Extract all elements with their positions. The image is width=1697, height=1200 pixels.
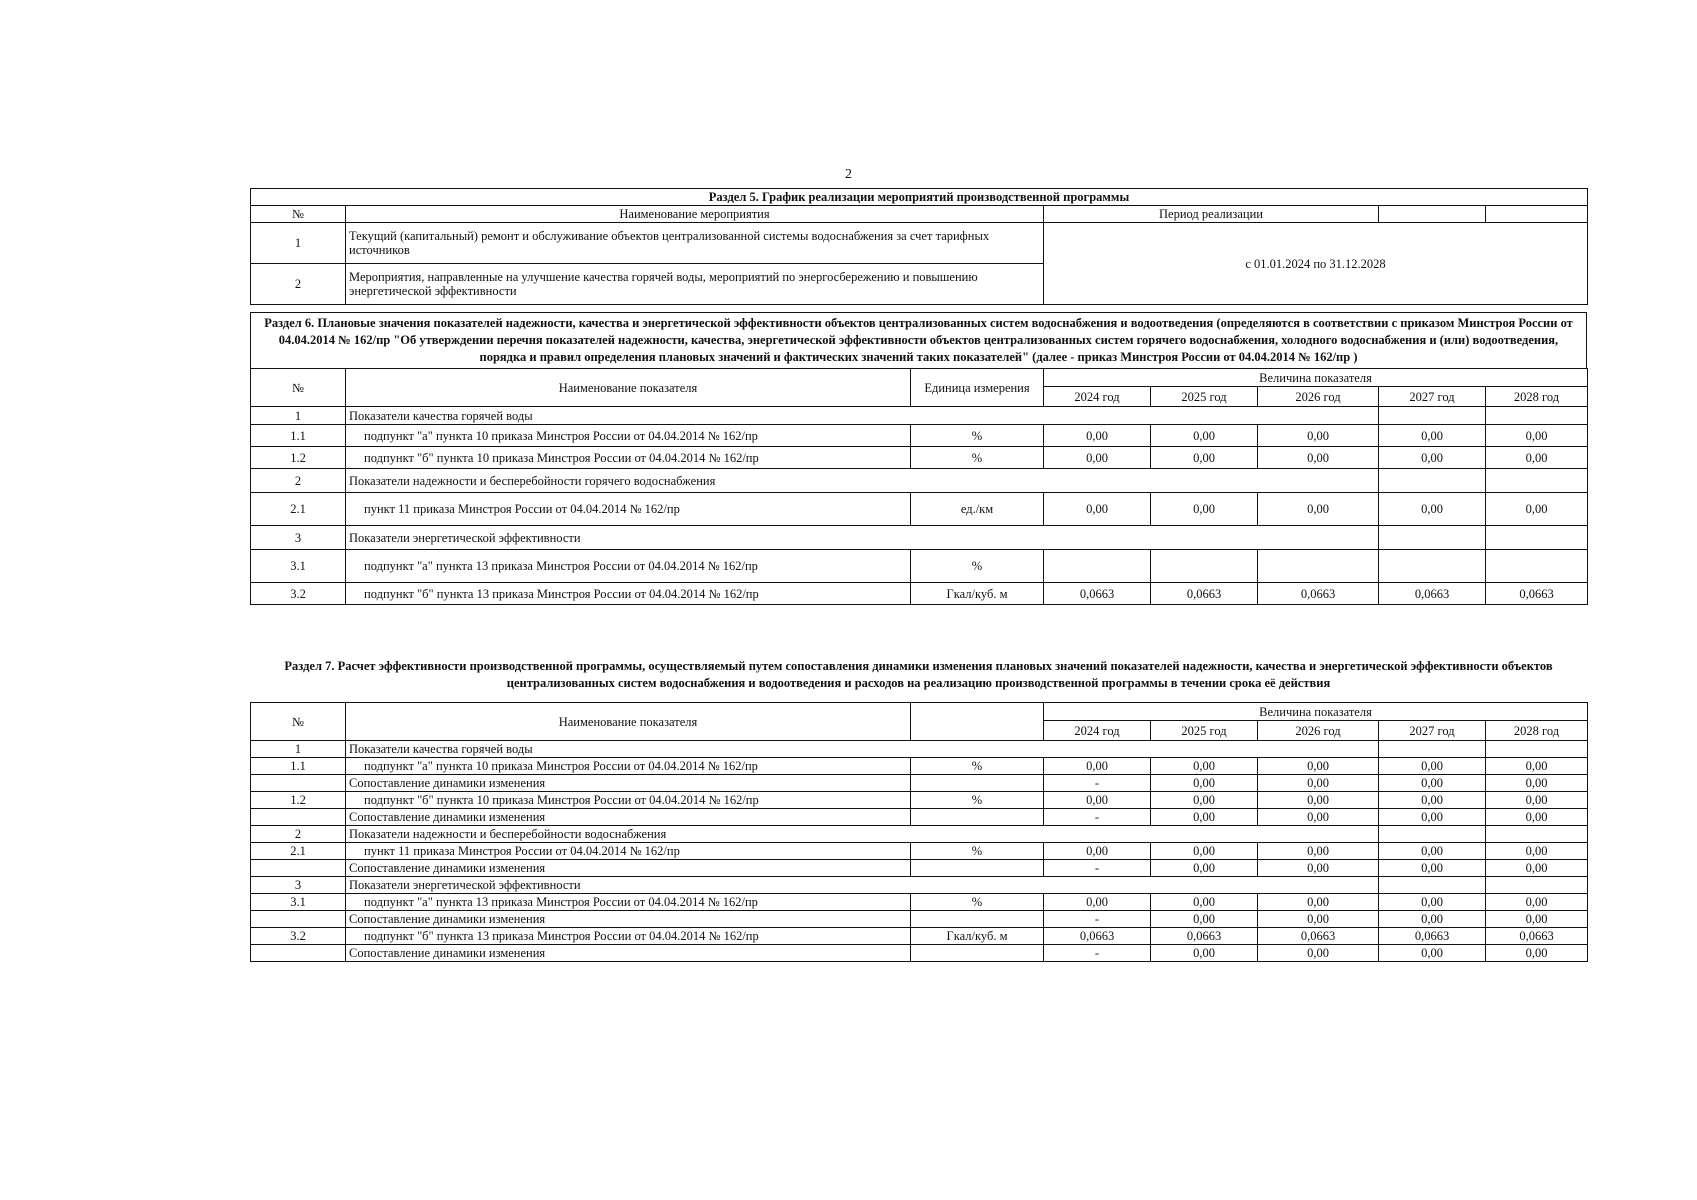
value-cell: 0,00 bbox=[1379, 792, 1486, 809]
row-number: 2.1 bbox=[251, 843, 346, 860]
indicator-name: подпункт "б" пункта 13 приказа Минстроя России от 04.04.2014 № 162/пр bbox=[346, 928, 911, 945]
value-cell: 0,00 bbox=[1151, 809, 1258, 826]
table-row bbox=[251, 758, 1588, 775]
value-cell bbox=[1258, 550, 1379, 583]
section7-year: 2025 год bbox=[1151, 721, 1258, 741]
group-row bbox=[251, 407, 1588, 425]
value-cell: 0,00 bbox=[1044, 843, 1151, 860]
value-cell: 0,00 bbox=[1258, 945, 1379, 962]
value-cell: 0,00 bbox=[1486, 945, 1588, 962]
unit-cell: % bbox=[911, 894, 1044, 911]
section6-col-unit: Единица измерения bbox=[911, 369, 1044, 407]
empty-cell bbox=[1379, 407, 1486, 425]
indicator-name: Сопоставление динамики изменения bbox=[346, 911, 911, 928]
value-cell: 0,00 bbox=[1044, 447, 1151, 469]
empty-cell bbox=[1486, 469, 1588, 493]
row-number: 1 bbox=[251, 407, 346, 425]
group-row bbox=[251, 877, 1588, 894]
unit-cell: % bbox=[911, 758, 1044, 775]
section5-col-name: Наименование мероприятия bbox=[346, 206, 1044, 223]
section6-year: 2024 год bbox=[1044, 387, 1151, 407]
indicator-name: подпункт "а" пункта 10 приказа Минстроя России от 04.04.2014 № 162/пр bbox=[346, 758, 911, 775]
indicator-name: подпункт "б" пункта 10 приказа Минстроя России от 04.04.2014 № 162/пр bbox=[346, 447, 911, 469]
value-cell bbox=[1486, 550, 1588, 583]
value-cell: 0,00 bbox=[1258, 911, 1379, 928]
group-title: Показатели надежности и бесперебойности горячего водоснабжения bbox=[346, 469, 1379, 493]
row-number: 1.1 bbox=[251, 758, 346, 775]
unit-cell: % bbox=[911, 792, 1044, 809]
section5-period-value: с 01.01.2024 по 31.12.2028 bbox=[1044, 223, 1588, 305]
indicator-name: Сопоставление динамики изменения bbox=[346, 860, 911, 877]
value-cell: 0,00 bbox=[1044, 425, 1151, 447]
value-cell: 0,00 bbox=[1258, 792, 1379, 809]
unit-cell: % bbox=[911, 550, 1044, 583]
value-cell: 0,0663 bbox=[1486, 583, 1588, 605]
value-cell: 0,00 bbox=[1258, 775, 1379, 792]
section6-col-name: Наименование показателя bbox=[346, 369, 911, 407]
row-number bbox=[251, 911, 346, 928]
empty-cell bbox=[1486, 877, 1588, 894]
table-row bbox=[251, 550, 1588, 583]
value-cell: - bbox=[1044, 860, 1151, 877]
section7-block bbox=[250, 656, 1587, 962]
section7-col-value: Величина показателя bbox=[1044, 703, 1588, 721]
value-cell: 0,0663 bbox=[1258, 583, 1379, 605]
section6-block bbox=[250, 312, 1587, 605]
value-cell: 0,00 bbox=[1044, 894, 1151, 911]
indicator-name: Сопоставление динамики изменения bbox=[346, 945, 911, 962]
group-title: Показатели надежности и бесперебойности водоснабжения bbox=[346, 826, 1379, 843]
group-row bbox=[251, 826, 1588, 843]
table-row bbox=[251, 894, 1588, 911]
value-cell: 0,00 bbox=[1486, 775, 1588, 792]
value-cell: 0,00 bbox=[1258, 493, 1379, 526]
value-cell: 0,00 bbox=[1379, 860, 1486, 877]
section5-row-name: Мероприятия, направленные на улучшение качества горячей воды, мероприятий по энергосбережению и повышению энергетической эффективности bbox=[346, 264, 1044, 305]
value-cell: 0,00 bbox=[1486, 894, 1588, 911]
row-number: 1.2 bbox=[251, 792, 346, 809]
value-cell bbox=[1379, 550, 1486, 583]
section5-block bbox=[250, 188, 1587, 305]
section5-empty-cell bbox=[1379, 206, 1486, 223]
row-number: 1.1 bbox=[251, 425, 346, 447]
value-cell: 0,00 bbox=[1044, 758, 1151, 775]
row-number: 1 bbox=[251, 741, 346, 758]
group-row bbox=[251, 526, 1588, 550]
row-number: 2 bbox=[251, 469, 346, 493]
indicator-name: подпункт "а" пункта 13 приказа Минстроя России от 04.04.2014 № 162/пр bbox=[346, 550, 911, 583]
value-cell: - bbox=[1044, 911, 1151, 928]
section6-col-num: № bbox=[251, 369, 346, 407]
value-cell: 0,0663 bbox=[1486, 928, 1588, 945]
row-number: 2.1 bbox=[251, 493, 346, 526]
value-cell: 0,00 bbox=[1379, 945, 1486, 962]
value-cell: 0,00 bbox=[1044, 792, 1151, 809]
section5-title: Раздел 5. График реализации мероприятий производственной программы bbox=[251, 189, 1588, 206]
table-row bbox=[251, 425, 1588, 447]
value-cell: 0,00 bbox=[1486, 792, 1588, 809]
value-cell: 0,00 bbox=[1151, 843, 1258, 860]
value-cell: 0,0663 bbox=[1044, 928, 1151, 945]
unit-cell: % bbox=[911, 425, 1044, 447]
section6-col-value: Величина показателя bbox=[1044, 369, 1588, 387]
section7-year: 2027 год bbox=[1379, 721, 1486, 741]
comparison-row bbox=[251, 945, 1588, 962]
row-number: 3 bbox=[251, 877, 346, 894]
section7-col-num: № bbox=[251, 703, 346, 741]
page-number: 2 bbox=[845, 167, 852, 182]
empty-cell bbox=[1379, 469, 1486, 493]
section5-empty-cell bbox=[1486, 206, 1588, 223]
value-cell: 0,00 bbox=[1379, 425, 1486, 447]
value-cell: 0,00 bbox=[1151, 945, 1258, 962]
value-cell bbox=[1151, 550, 1258, 583]
unit-cell: % bbox=[911, 447, 1044, 469]
unit-cell: Гкал/куб. м bbox=[911, 583, 1044, 605]
value-cell: 0,00 bbox=[1044, 493, 1151, 526]
value-cell: 0,00 bbox=[1258, 809, 1379, 826]
value-cell: 0,00 bbox=[1486, 493, 1588, 526]
group-title: Показатели энергетической эффективности bbox=[346, 526, 1379, 550]
value-cell: 0,0663 bbox=[1379, 928, 1486, 945]
unit-cell: ед./км bbox=[911, 493, 1044, 526]
value-cell: 0,0663 bbox=[1044, 583, 1151, 605]
empty-cell bbox=[1486, 407, 1588, 425]
unit-cell: % bbox=[911, 843, 1044, 860]
unit-cell: Гкал/куб. м bbox=[911, 928, 1044, 945]
value-cell: 0,00 bbox=[1258, 894, 1379, 911]
indicator-name: подпункт "б" пункта 13 приказа Минстроя России от 04.04.2014 № 162/пр bbox=[346, 583, 911, 605]
value-cell: 0,00 bbox=[1379, 911, 1486, 928]
value-cell: 0,00 bbox=[1486, 758, 1588, 775]
value-cell: 0,00 bbox=[1486, 843, 1588, 860]
empty-cell bbox=[1486, 741, 1588, 758]
indicator-name: подпункт "а" пункта 10 приказа Минстроя России от 04.04.2014 № 162/пр bbox=[346, 425, 911, 447]
value-cell: 0,00 bbox=[1486, 911, 1588, 928]
value-cell: 0,00 bbox=[1258, 860, 1379, 877]
value-cell: 0,00 bbox=[1486, 860, 1588, 877]
value-cell: 0,00 bbox=[1486, 809, 1588, 826]
value-cell: 0,00 bbox=[1151, 911, 1258, 928]
value-cell: 0,00 bbox=[1258, 425, 1379, 447]
value-cell: 0,00 bbox=[1379, 493, 1486, 526]
row-number bbox=[251, 775, 346, 792]
group-row bbox=[251, 741, 1588, 758]
value-cell: 0,00 bbox=[1151, 758, 1258, 775]
value-cell: 0,0663 bbox=[1379, 583, 1486, 605]
section6-year: 2026 год bbox=[1258, 387, 1379, 407]
section6-year: 2028 год bbox=[1486, 387, 1588, 407]
value-cell: 0,00 bbox=[1379, 809, 1486, 826]
row-number bbox=[251, 945, 346, 962]
value-cell: - bbox=[1044, 809, 1151, 826]
group-title: Показатели качества горячей воды bbox=[346, 407, 1379, 425]
value-cell: 0,0663 bbox=[1151, 928, 1258, 945]
section5-table bbox=[250, 188, 1588, 305]
value-cell: 0,00 bbox=[1258, 447, 1379, 469]
row-number bbox=[251, 809, 346, 826]
indicator-name: Сопоставление динамики изменения bbox=[346, 809, 911, 826]
indicator-name: Сопоставление динамики изменения bbox=[346, 775, 911, 792]
value-cell: 0,00 bbox=[1151, 894, 1258, 911]
value-cell: 0,00 bbox=[1151, 425, 1258, 447]
comparison-row bbox=[251, 809, 1588, 826]
value-cell: 0,00 bbox=[1258, 843, 1379, 860]
value-cell bbox=[1044, 550, 1151, 583]
row-number: 3 bbox=[251, 526, 346, 550]
section7-year: 2024 год bbox=[1044, 721, 1151, 741]
empty-cell bbox=[1379, 741, 1486, 758]
empty-cell bbox=[1486, 826, 1588, 843]
group-title: Показатели качества горячей воды bbox=[346, 741, 1379, 758]
empty-cell bbox=[1486, 526, 1588, 550]
row-number: 3.1 bbox=[251, 894, 346, 911]
value-cell: 0,00 bbox=[1151, 860, 1258, 877]
value-cell: 0,00 bbox=[1151, 447, 1258, 469]
section5-col-num: № bbox=[251, 206, 346, 223]
comparison-row bbox=[251, 911, 1588, 928]
value-cell: 0,00 bbox=[1379, 758, 1486, 775]
section5-row-num: 2 bbox=[251, 264, 346, 305]
value-cell: 0,00 bbox=[1151, 792, 1258, 809]
indicator-name: пункт 11 приказа Минстроя России от 04.04.2014 № 162/пр bbox=[346, 493, 911, 526]
table-row bbox=[251, 928, 1588, 945]
row-number bbox=[251, 860, 346, 877]
section5-col-period: Период реализации bbox=[1044, 206, 1379, 223]
empty-cell bbox=[1379, 826, 1486, 843]
table-row bbox=[251, 493, 1588, 526]
value-cell: 0,00 bbox=[1379, 894, 1486, 911]
indicator-name: подпункт "а" пункта 13 приказа Минстроя России от 04.04.2014 № 162/пр bbox=[346, 894, 911, 911]
value-cell: 0,00 bbox=[1151, 493, 1258, 526]
section6-year: 2025 год bbox=[1151, 387, 1258, 407]
row-number: 2 bbox=[251, 826, 346, 843]
row-number: 3.1 bbox=[251, 550, 346, 583]
section7-table bbox=[250, 702, 1588, 962]
section6-year: 2027 год bbox=[1379, 387, 1486, 407]
indicator-name: пункт 11 приказа Минстроя России от 04.04.2014 № 162/пр bbox=[346, 843, 911, 860]
section5-row-num: 1 bbox=[251, 223, 346, 264]
section5-row-name: Текущий (капитальный) ремонт и обслуживание объектов централизованной системы водоснабжения за счет тарифных источников bbox=[346, 223, 1044, 264]
value-cell: 0,0663 bbox=[1151, 583, 1258, 605]
value-cell: 0,00 bbox=[1151, 775, 1258, 792]
row-number: 3.2 bbox=[251, 928, 346, 945]
value-cell: 0,00 bbox=[1379, 843, 1486, 860]
empty-cell bbox=[1379, 877, 1486, 894]
value-cell: 0,00 bbox=[1379, 447, 1486, 469]
table-row bbox=[251, 583, 1588, 605]
value-cell: 0,0663 bbox=[1258, 928, 1379, 945]
value-cell: 0,00 bbox=[1486, 447, 1588, 469]
table-row bbox=[251, 447, 1588, 469]
row-number: 1.2 bbox=[251, 447, 346, 469]
section7-col-name: Наименование показателя bbox=[346, 703, 911, 741]
indicator-name: подпункт "б" пункта 10 приказа Минстроя России от 04.04.2014 № 162/пр bbox=[346, 792, 911, 809]
value-cell: - bbox=[1044, 775, 1151, 792]
section6-table bbox=[250, 368, 1588, 605]
section6-title: Раздел 6. Плановые значения показателей надежности, качества и энергетической эффективности объектов централизованных систем водоснабжения и водоотведения (определяются в соответствии с приказом Минстроя России от 04.04.2014 № 162/пр "Об утверждении перечня показателей надежности, качества, энергетической эффективности объектов централизованных систем горячего водоснабжения, холодного водоснабжения и (или) водоотведения, порядка и правил определения плановых значений и фактических значений таких показателей" (далее - приказ Минстроя России от 04.04.2014 № 162/пр ) bbox=[250, 312, 1587, 368]
section7-year: 2026 год bbox=[1258, 721, 1379, 741]
comparison-row bbox=[251, 860, 1588, 877]
value-cell: 0,00 bbox=[1258, 758, 1379, 775]
value-cell: 0,00 bbox=[1486, 425, 1588, 447]
comparison-row bbox=[251, 775, 1588, 792]
value-cell: - bbox=[1044, 945, 1151, 962]
group-row bbox=[251, 469, 1588, 493]
section7-title: Раздел 7. Расчет эффективности производственной программы, осуществляемый путем сопоставления динамики изменения плановых значений показателей надежности, качества и энергетической эффективности объектов централизованных систем водоснабжения и водоотведения и расходов на реализацию производственной программы в течении срока её действия bbox=[284, 659, 1553, 690]
unit-cell bbox=[911, 775, 1044, 792]
section7-col-unit bbox=[911, 703, 1044, 741]
table-row bbox=[251, 843, 1588, 860]
group-title: Показатели энергетической эффективности bbox=[346, 877, 1379, 894]
row-number: 3.2 bbox=[251, 583, 346, 605]
value-cell: 0,00 bbox=[1379, 775, 1486, 792]
unit-cell bbox=[911, 809, 1044, 826]
unit-cell bbox=[911, 860, 1044, 877]
section7-year: 2028 год bbox=[1486, 721, 1588, 741]
unit-cell bbox=[911, 945, 1044, 962]
table-row bbox=[251, 792, 1588, 809]
unit-cell bbox=[911, 911, 1044, 928]
empty-cell bbox=[1379, 526, 1486, 550]
